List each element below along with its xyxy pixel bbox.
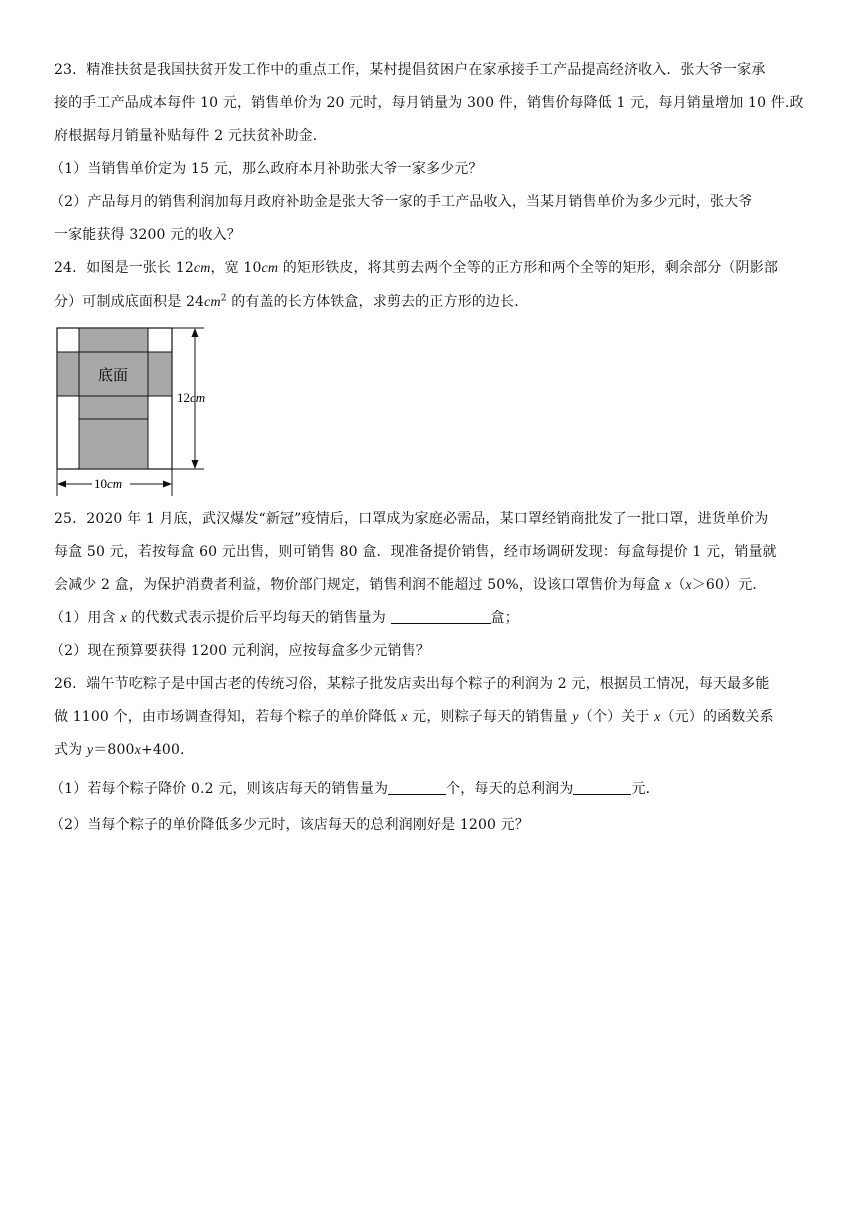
q26-text: （1）若每个粽子降价 0.2 元，则该店每天的销售量为 [50, 781, 389, 797]
variable-x: x [685, 578, 692, 593]
q23-line-3: 府根据每月销量补贴每件 2 元扶贫补助金． [54, 128, 327, 144]
q24-text: 的矩形铁皮，将其剪去两个全等的正方形和两个全等的矩形，剩余部分（阴影部 [278, 260, 779, 276]
arrow-up-icon [192, 328, 199, 337]
answer-blank[interactable] [388, 780, 446, 795]
q26-text: 元． [631, 781, 660, 797]
unit-cm: cm [204, 295, 221, 310]
q23-part-2-line-1: （2）产品每月的销售利润加每月政府补助金是张大爷一家的手工产品收入，当某月销售单价为多少元时，张大爷 [50, 194, 753, 210]
variable-x: x [664, 578, 672, 593]
q23-part-1: （1）当销售单价定为 15 元，那么政府本月补助张大爷一家多少元？ [50, 161, 483, 177]
answer-blank[interactable] [573, 780, 631, 795]
variable-x: x [654, 710, 661, 725]
width-label: 10cm [94, 476, 123, 491]
q25-text: 盒； [490, 610, 519, 626]
variable-x: x [134, 743, 141, 758]
q25-line-1: 25．2020 年 1 月底，武汉爆发“新冠”疫情后，口罩成为家庭必需品，某口罩经销商批发了一批口罩，进货单价为 [54, 511, 769, 527]
superscript: 2 [220, 293, 227, 304]
q24-text: 的有盖的长方体铁盒，求剪去的正方形的边长． [226, 294, 529, 310]
shaded-center [79, 328, 148, 469]
base-label: 底面 [97, 366, 129, 384]
q26-line-3 [54, 740, 194, 761]
q25-line-3 [54, 575, 767, 596]
q25-text: （1）用含 [50, 610, 121, 626]
q26-part-2: （2）当每个粽子的单价降低多少元时，该店每天的总利润刚好是 1200 元？ [50, 817, 529, 833]
unit-cm: cm [261, 261, 279, 276]
variable-y: y [572, 710, 579, 725]
arrow-down-icon [192, 460, 199, 469]
q26-text: （元）的函数关系 [660, 709, 774, 725]
q26-line-2 [54, 707, 774, 728]
q24-text: 24．如图是一张长 12 [54, 260, 194, 276]
unit-cm: cm [193, 261, 211, 276]
q26-part-1 [50, 779, 660, 799]
variable-x: x [120, 611, 127, 626]
q26-text: 做 1100 个，由市场调查得知，若每个粽子的单价降低 [54, 709, 402, 725]
q26-text: 个，每天的总利润为 [446, 781, 574, 797]
q24-figure [50, 322, 220, 500]
q23-part-2-line-2: 一家能获得 3200 元的收入？ [54, 227, 241, 243]
q24-text: ，宽 10 [210, 260, 262, 276]
q24-line-1 [54, 258, 778, 279]
variable-x: x [401, 710, 408, 725]
q25-text: （ [671, 577, 686, 593]
arrow-left-icon [57, 481, 66, 488]
arrow-right-icon [163, 481, 172, 488]
q25-text: 会减少 2 盒，为保护消费者利益，物价部门规定，销售利润不能超过 50%，设该口罩售价为每盒 [54, 577, 665, 593]
q26-text: 式为 [54, 742, 87, 758]
answer-blank[interactable] [391, 609, 491, 624]
shaded-left-flap [57, 352, 79, 396]
shaded-right-flap [148, 352, 172, 396]
q25-part-1 [50, 608, 519, 629]
q26-text: （个）关于 [578, 709, 655, 725]
q25-text: ＞60）元． [691, 577, 767, 593]
q24-text: 分）可制成底面积是 24 [54, 294, 205, 310]
variable-y: y [86, 743, 94, 758]
q25-line-2: 每盒 50 元，若按每盒 60 元出售，则可销售 80 盒．现准备提价销售，经市场调研发现：每盒每提价 1 元，销量就 [54, 544, 777, 560]
height-label: 12cm [177, 390, 206, 405]
q25-part-2: （2）现在预算要获得 1200 元利润，应按每盒多少元销售？ [50, 643, 430, 659]
q26-line-1: 26．端午节吃粽子是中国古老的传统习俗，某粽子批发店卖出每个粽子的利润为 2 元，根据员工情况，每天最多能 [54, 676, 770, 692]
q23-line-1: 23．精准扶贫是我国扶贫开发工作中的重点工作，某村提倡贫困户在家承接手工产品提高经济收入．张大爷一家承 [54, 62, 766, 78]
q26-text: +400． [140, 742, 195, 758]
q26-text: 元，则粽子每天的销售量 [407, 709, 573, 725]
q24-line-2 [54, 292, 528, 313]
q23-line-2: 接的手工产品成本每件 10 元，销售单价为 20 元时，每月销量为 300 件，销售价每降低 1 元，每月销量增加 10 件.政 [54, 95, 804, 111]
q25-text: 的代数式表示提价后平均每天的销售量为 [126, 610, 391, 626]
q26-text: ＝800 [93, 742, 135, 758]
